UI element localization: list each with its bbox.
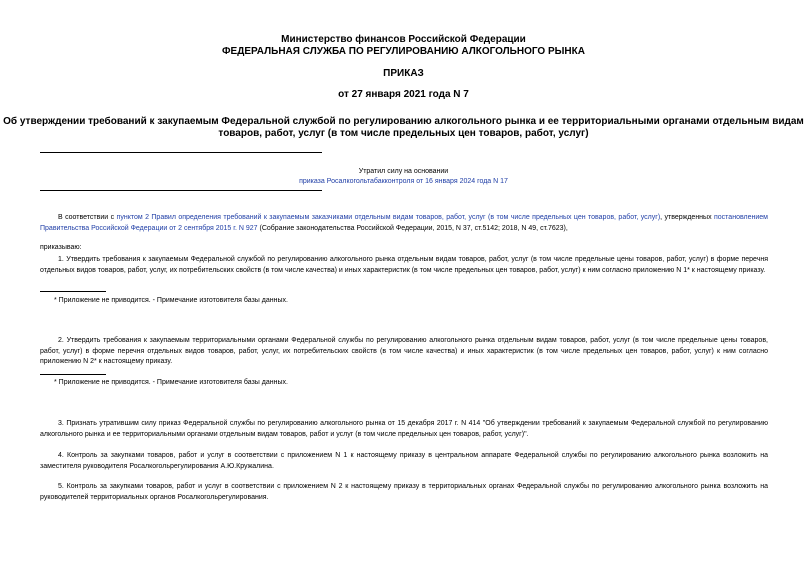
- footnote-2: * Приложение не приводится. - Примечание изготовителя базы данных.: [54, 379, 288, 386]
- item-5: 5. Контроль за закупками товаров, работ и услуг в соответствии с приложением N 2 к настоящему приказу в территориальных органах Федеральной службы по регулированию алкогольного рынка возложить на руководителей территориальных органов Росалкогольрегулирования.: [40, 483, 768, 501]
- order-word: приказываю:: [40, 244, 82, 251]
- item-4: 4. Контроль за закупками товаров, работ и услуг в соответствии с приложением N 1 к настоящему приказу в центральном аппарате Федеральной службы по регулированию алкогольного рынка возложить на заместителя руководителя Росалкогольрегулирования А.Ю.Кружалина.: [40, 452, 768, 470]
- item-1: 1. Утвердить требования к закупаемым Федеральной службой по регулированию алкогольного рынка отдельным видам товаров, работ, услуг (в том числе предельные цены товаров, работ, услуг) в форме перечня отдельных видов товаров, работ, услуг, их потребительских свойств (в том числе качества) и иных характеристик (в том числе предельных цен товаров, работ, услуг) к ним согласно приложению N 1* к настоящему приказу.: [40, 256, 768, 274]
- document-type: ПРИКАЗ: [383, 68, 424, 79]
- item-3: 3. Признать утратившим силу приказ Федеральной службы по регулированию алкогольного рынка от 15 декабря 2017 г. N 414 "Об утверждении требований к закупаемым Федеральной службой по регулированию алкогольного рынка и ее территориальными органами отдельным видам товаров, работ и услуг (в том числе предельных цен товаров, работ, услуг)".: [40, 420, 768, 438]
- preamble: В соответствии с пунктом 2 Правил определения требований к закупаемым заказчиками отдельным видам товаров, работ, услуг (в том числе предельных цен товаров, работ, услуг), утвержденных постановлением Правительства Российской Федерации от 2 сентября 2015 г. N 927 (Собрание законодательства Российской Федерации, 2015, N 37, ст.5142; 2018, N 49, ст.7623),: [40, 214, 768, 232]
- status-text: Утратил силу на основании: [358, 168, 449, 175]
- item-2: 2. Утвердить требования к закупаемым территориальными органами Федеральной службы по регулированию алкогольного рынка отдельным видам товаров, работ, услуг (в том числе предельные цены товаров, работ, услуг) в форме перечня отдельных видов товаров, работ, услуг, их потребительских свойств (в том числе качества) и иных характеристик (в том числе предельных цен товаров, работ, услуг) к ним согласно приложению N 2* к настоящему приказу.: [40, 337, 768, 365]
- document-title-line1: Об утверждении требований к закупаемым Федеральной службой по регулированию алкогольного рынка и ее территориальными органами отдельным видам: [3, 116, 804, 127]
- repeal-order-link[interactable]: приказа Росалкогольтабакконтроля от 16 января 2024 года N 17: [299, 178, 508, 185]
- ministry-name: Министерство финансов Российской Федерации: [281, 34, 526, 45]
- footnote-rule-2: [40, 374, 106, 375]
- service-name: ФЕДЕРАЛЬНАЯ СЛУЖБА ПО РЕГУЛИРОВАНИЮ АЛКОГОЛЬНОГО РЫНКА: [222, 46, 585, 57]
- footnote-1: * Приложение не приводится. - Примечание изготовителя базы данных.: [54, 297, 288, 304]
- status-bottom-rule: [40, 190, 322, 191]
- government-resolution-link[interactable]: постановлением Правительства Российской Федерации от 2 сентября 2015 г. N 927: [40, 214, 768, 232]
- footnote-rule-1: [40, 291, 106, 292]
- document-title-line2: товаров, работ, услуг (в том числе предельных цен товаров, работ, услуг): [218, 128, 589, 139]
- document-date-number: от 27 января 2021 года N 7: [338, 89, 469, 100]
- status-top-rule: [40, 152, 322, 153]
- rules-link[interactable]: пунктом 2 Правил определения требований к закупаемым заказчиками отдельным видам товаров, работ, услуг (в том числе предельных цен товаров, работ, услуг): [116, 214, 661, 221]
